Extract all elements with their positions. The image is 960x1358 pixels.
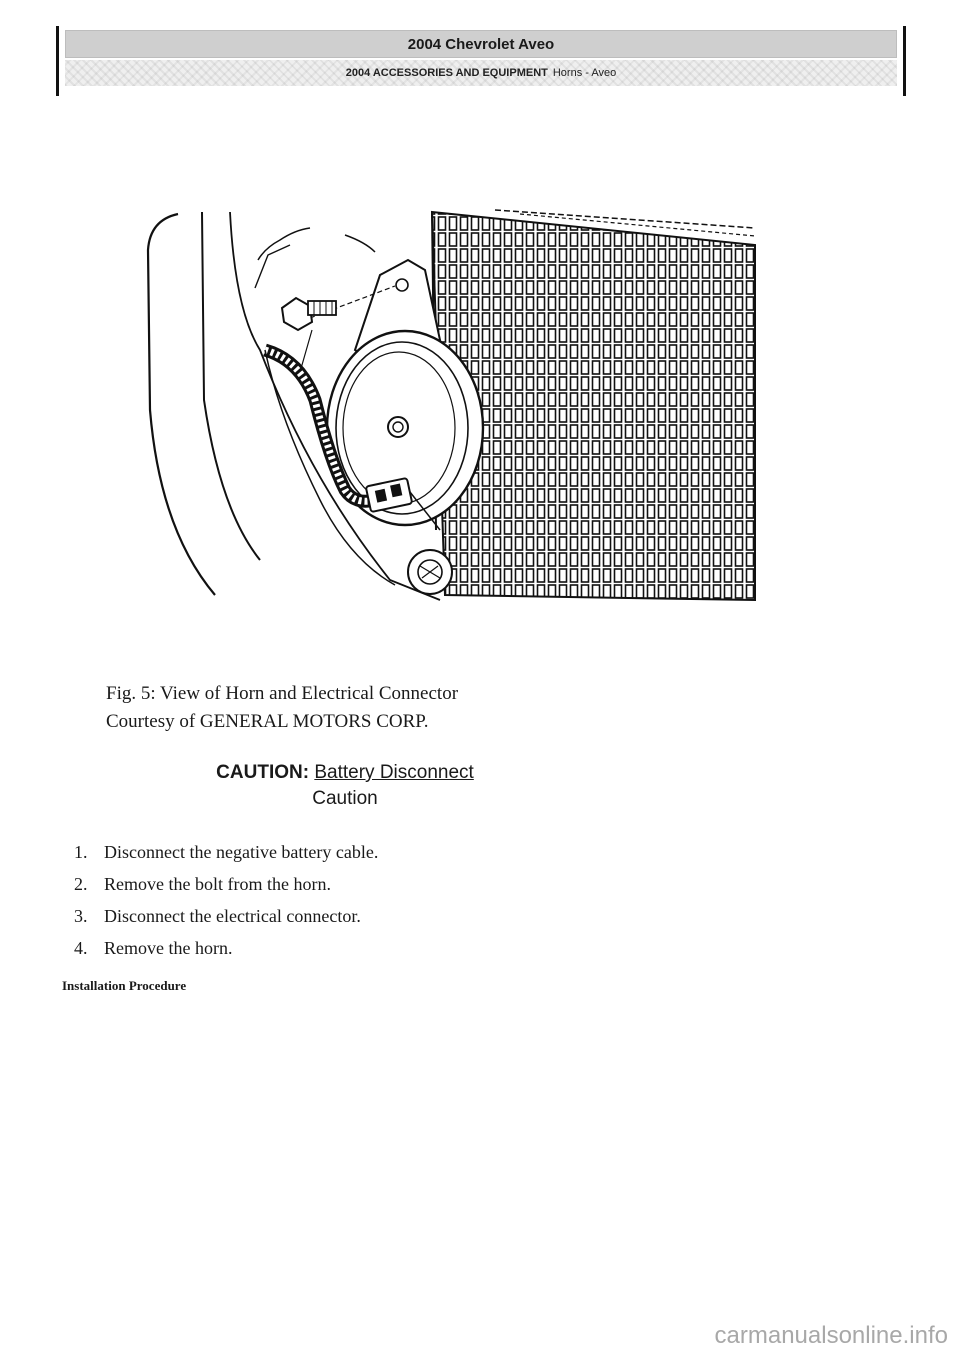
list-item	[74, 868, 378, 900]
step-number: 2.	[74, 874, 88, 894]
removal-steps	[74, 836, 378, 964]
battery-disconnect-link[interactable]: Battery Disconnect	[314, 762, 474, 783]
header-subtitle-section: 2004 ACCESSORIES AND EQUIPMENT	[345, 67, 548, 79]
page-header	[56, 26, 906, 96]
header-title: 2004 Chevrolet Aveo	[65, 30, 897, 58]
step-text: Remove the bolt from the horn.	[104, 874, 331, 894]
header-subtitle	[65, 60, 897, 86]
step-text: Remove the horn.	[104, 938, 233, 958]
step-number: 4.	[74, 938, 88, 958]
footer-watermark: carmanualsonline.info	[714, 1322, 948, 1349]
section-heading: Installation Procedure	[62, 978, 187, 993]
horn-figure	[140, 200, 760, 610]
figure-caption-title: Fig. 5: View of Horn and Electrical Connector	[106, 683, 459, 704]
header-subtitle-topic: Horns - Aveo	[552, 67, 617, 79]
list-item	[74, 836, 378, 868]
figure-caption-credit: Courtesy of GENERAL MOTORS CORP.	[106, 711, 429, 732]
caution-line2: Caution	[312, 788, 378, 809]
horn-illustration-icon	[140, 200, 760, 610]
step-text: Disconnect the negative battery cable.	[104, 842, 379, 862]
list-item	[74, 900, 378, 932]
step-text: Disconnect the electrical connector.	[104, 906, 361, 926]
step-number: 1.	[74, 842, 88, 862]
list-item	[74, 932, 378, 964]
step-number: 3.	[74, 906, 88, 926]
caution-notice	[150, 760, 540, 812]
caution-label: CAUTION:	[216, 762, 310, 783]
figure-caption	[106, 680, 458, 736]
